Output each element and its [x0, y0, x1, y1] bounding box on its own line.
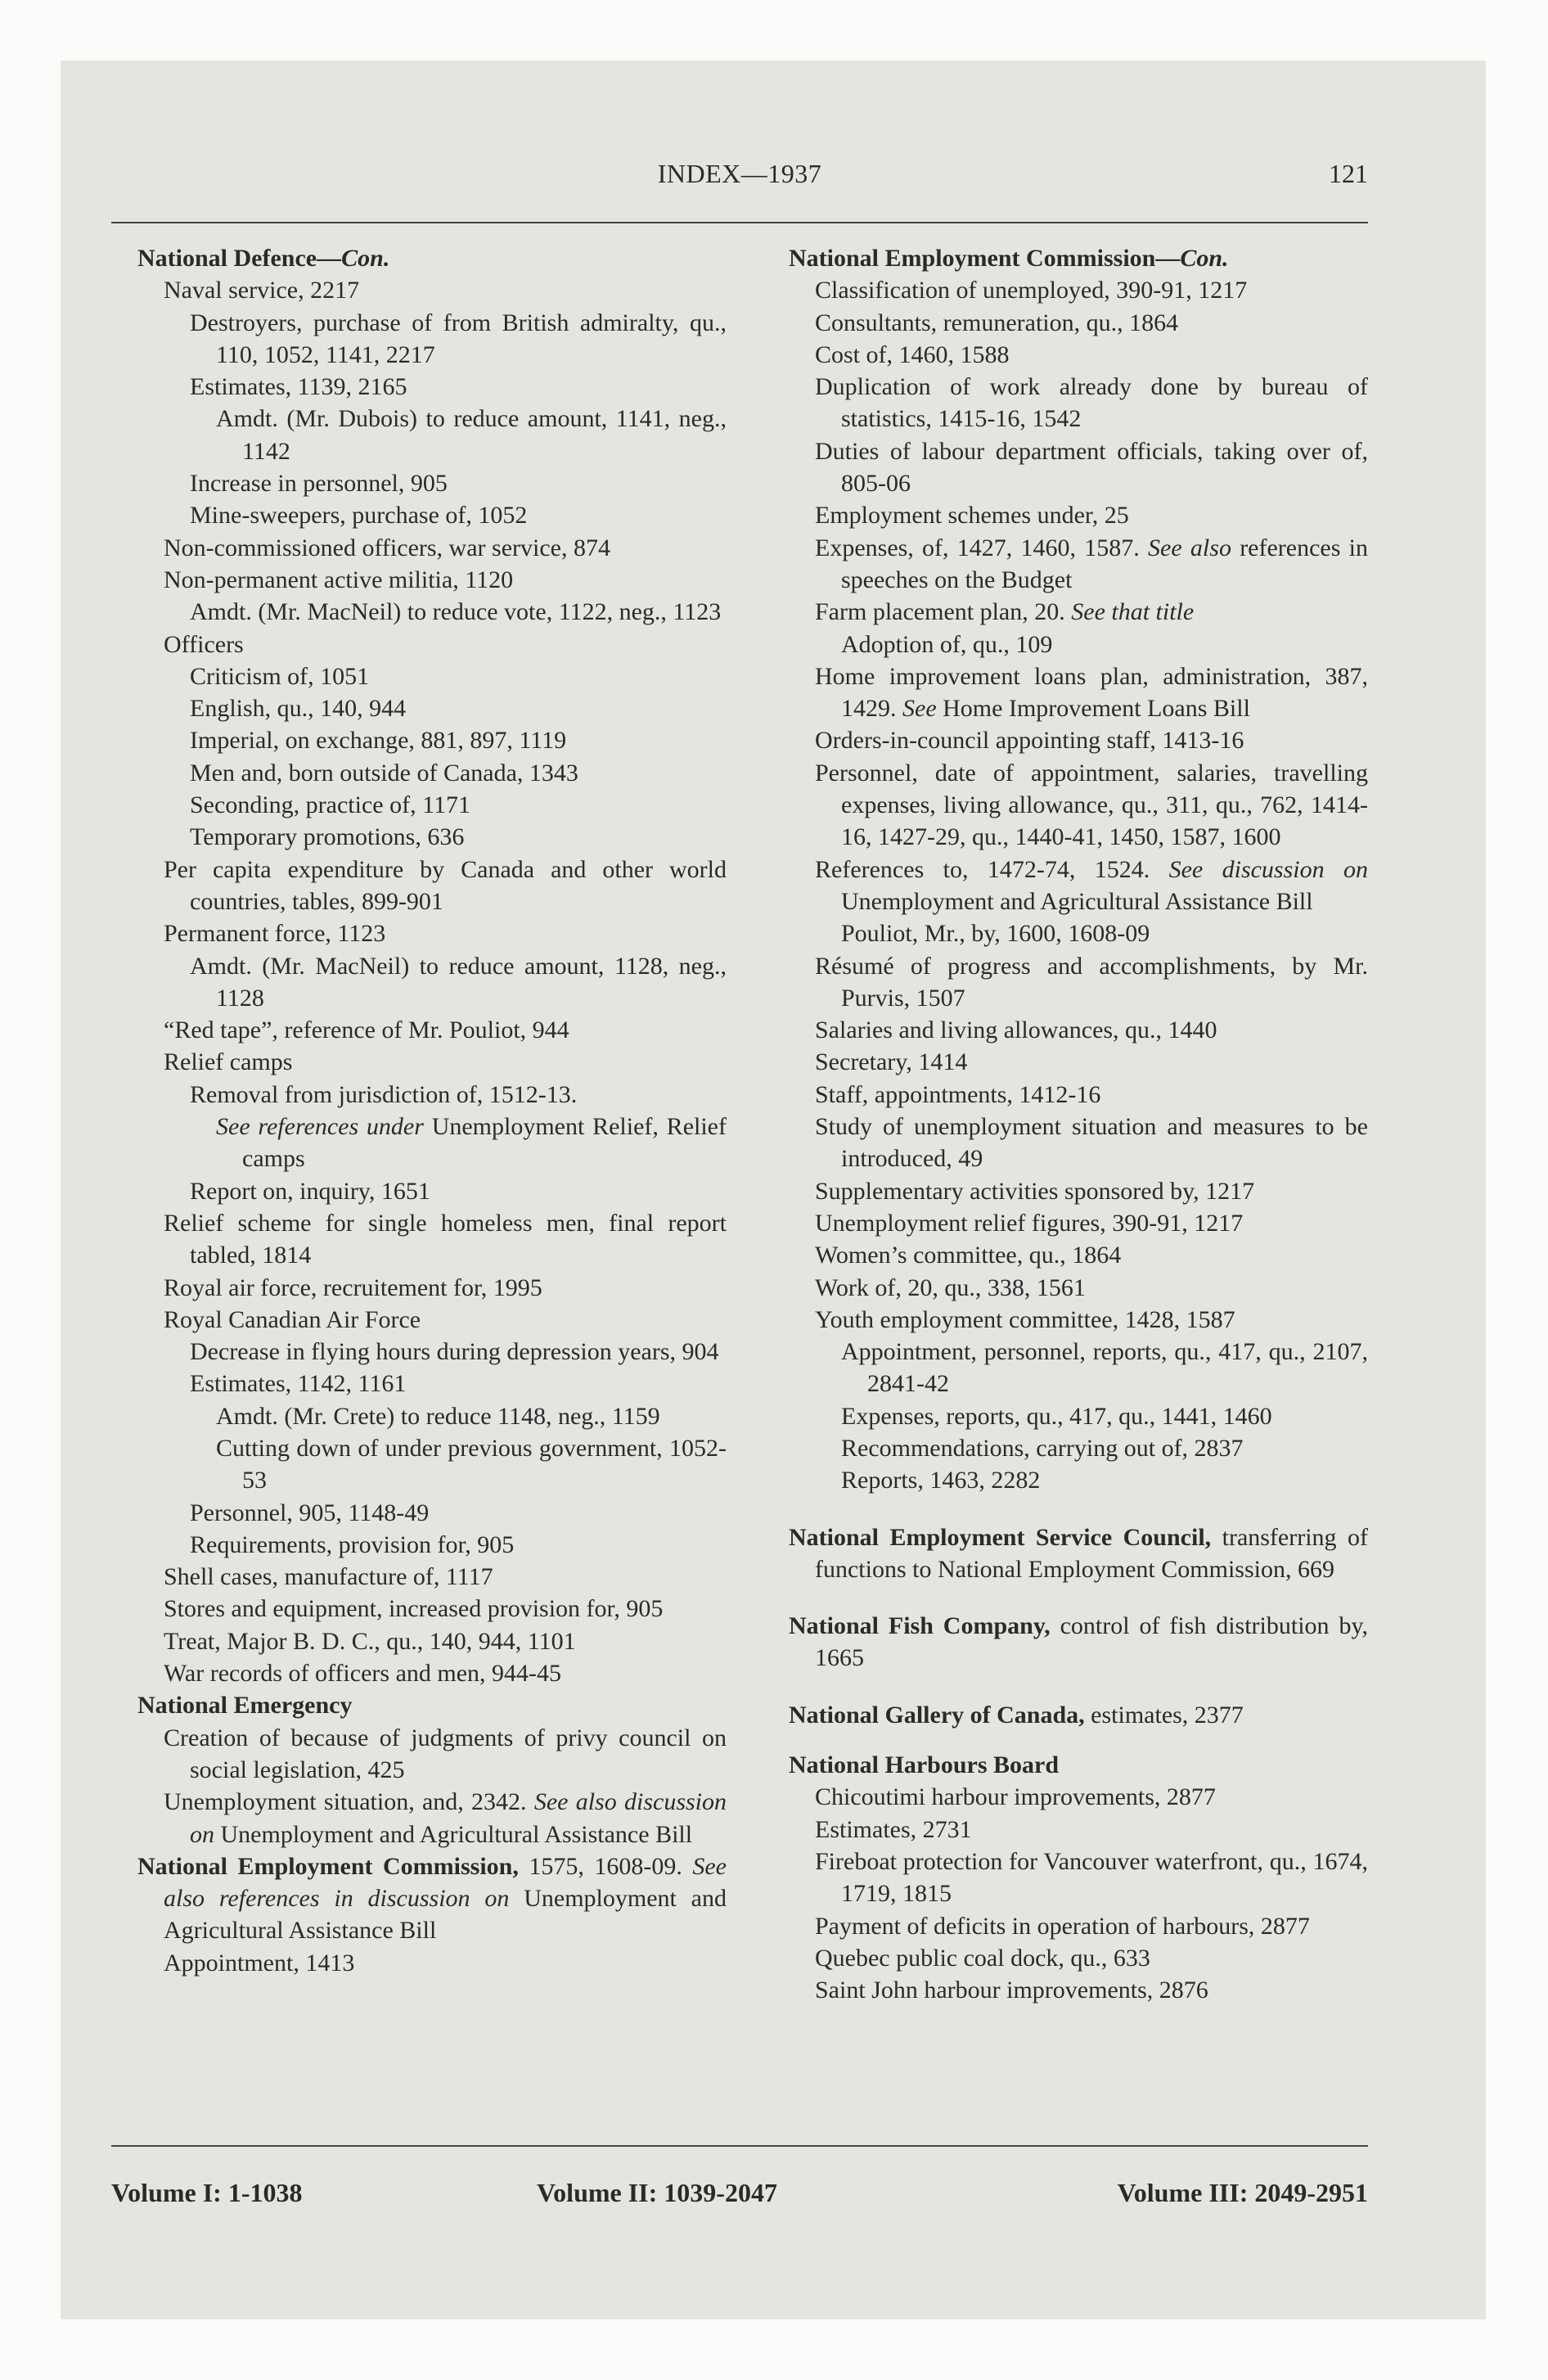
index-subentry [789, 339, 1368, 371]
index-subentry [137, 917, 727, 949]
entry-text: Recommendations, carrying out of, 2837 [841, 1434, 1244, 1462]
index-subentry [190, 403, 727, 467]
entry-spacer [763, 1585, 1368, 1610]
index-subentry [789, 854, 1368, 918]
index-subentry [789, 1079, 1368, 1111]
entry-text: Supplementary activities sponsored by, 1217 [815, 1177, 1255, 1205]
entry-text: Creation of because of judgments of privy council on social legislation, 425 [164, 1724, 727, 1783]
header-rule [111, 222, 1368, 223]
index-subentry [789, 1175, 1368, 1207]
cross-reference: See references under [216, 1113, 424, 1141]
cross-reference: See [902, 695, 937, 723]
entry-continued-marker: Con. [1180, 245, 1229, 272]
entry-text: Naval service, 2217 [164, 277, 360, 304]
index-subentry [815, 1464, 1368, 1496]
entry-heading: National Emergency [137, 1692, 353, 1720]
entry-text: Home improvement loans plan, administration, 387, 1429. [815, 662, 1368, 723]
entry-text: Adoption of, qu., 109 [841, 630, 1053, 658]
entry-text: transferring of functions to National Employment Commission, 669 [815, 1523, 1368, 1583]
index-subentry [789, 1814, 1368, 1846]
entry-text: Per capita expenditure by Canada and other world countries, tables, 899-901 [164, 855, 727, 915]
index-subentry [190, 1400, 727, 1432]
entry-text: Fireboat protection for Vancouver waterfront, qu., 1674, 1719, 1815 [815, 1847, 1368, 1908]
index-subentry [164, 950, 727, 1015]
index-subentry [164, 307, 727, 372]
index-subentry [190, 1111, 727, 1175]
entry-heading: National Employment Commission— [789, 245, 1181, 272]
index-subentry [789, 435, 1368, 500]
entry-heading: National Employment Commission, [137, 1852, 519, 1880]
index-subentry [190, 1432, 727, 1497]
entry-text: Unemployment situation, and, 2342. [164, 1788, 534, 1816]
header-title: INDEX—1937 [657, 159, 822, 188]
entry-text: Youth employment committee, 1428, 1587 [815, 1305, 1235, 1333]
entry-text: Quebec public coal dock, qu., 633 [815, 1944, 1150, 1972]
index-subentry [137, 1272, 727, 1304]
index-subentry [164, 467, 727, 499]
entry-text: references in speeches on the Budget [841, 534, 1368, 593]
index-heading-entry [111, 1850, 727, 1947]
index-subentry [137, 1207, 727, 1272]
entry-text: Expenses, reports, qu., 417, qu., 1441, 1460 [841, 1402, 1272, 1430]
index-subentry [789, 274, 1368, 306]
index-subentry [815, 629, 1368, 660]
index-subentry [789, 1207, 1368, 1239]
index-subentry [137, 1722, 727, 1787]
index-subentry [137, 1786, 727, 1850]
entry-text: Payment of deficits in operation of harbours, 2877 [815, 1912, 1310, 1940]
entry-spacer [763, 1497, 1368, 1521]
entry-text: Women’s committee, qu., 1864 [815, 1242, 1122, 1269]
index-subentry [164, 371, 727, 403]
index-subentry [137, 1304, 727, 1336]
running-header [111, 159, 1368, 200]
index-subentry [789, 307, 1368, 339]
entry-text: Unemployment and Agricultural Assistance Bill [214, 1820, 693, 1848]
entry-text: English, qu., 140, 944 [190, 695, 407, 723]
entry-text: Expenses, of, 1427, 1460, 1587. [815, 534, 1149, 561]
index-subentry [164, 1175, 727, 1207]
entry-text: Secretary, 1414 [815, 1048, 968, 1076]
entry-text: Mine-sweepers, purchase of, 1052 [190, 502, 528, 530]
index-subentry [164, 499, 727, 531]
index-subentry [164, 1529, 727, 1561]
entry-text: Pouliot, Mr., by, 1600, 1608-09 [841, 920, 1150, 948]
index-subentry [137, 564, 727, 596]
entry-text: Appointment, 1413 [164, 1949, 355, 1977]
entry-text: Relief scheme for single homeless men, final report tabled, 1814 [164, 1209, 727, 1269]
entry-text: Chicoutimi harbour improvements, 2877 [815, 1783, 1216, 1811]
entry-text: Decrease in flying hours during depression years, 904 [190, 1338, 719, 1366]
entry-text: Report on, inquiry, 1651 [190, 1177, 430, 1205]
entry-text: Orders-in-council appointing staff, 1413-16 [815, 727, 1244, 755]
index-heading-entry [763, 1749, 1368, 1781]
entry-text: Salaries and living allowances, qu., 1440 [815, 1016, 1217, 1044]
volume-2-range: Volume II: 1039-2047 [537, 2178, 777, 2207]
index-column-right [763, 242, 1368, 2006]
entry-text: Estimates, 1142, 1161 [190, 1370, 407, 1398]
entry-text: Relief camps [164, 1048, 293, 1076]
entry-continued-marker: Con. [341, 245, 390, 272]
index-heading-entry [763, 1521, 1368, 1586]
entry-text: estimates, 2377 [1084, 1701, 1244, 1729]
entry-text: Amdt. (Mr. Dubois) to reduce amount, 1141, neg., 1142 [216, 405, 727, 465]
entry-text: Cost of, 1460, 1588 [815, 340, 1010, 368]
index-subentry [164, 724, 727, 756]
entry-text: Amdt. (Mr. Crete) to reduce 1148, neg., 1159 [216, 1402, 660, 1430]
entry-text: “Red tape”, reference of Mr. Pouliot, 944 [164, 1016, 569, 1044]
index-subentry [164, 692, 727, 724]
entry-heading: National Harbours Board [789, 1751, 1060, 1779]
index-subentry [137, 1625, 727, 1657]
cross-reference: See also [1148, 534, 1231, 561]
entry-text: Officers [164, 630, 244, 658]
entry-text: Work of, 20, qu., 338, 1561 [815, 1273, 1086, 1301]
entry-heading: National Employment Service Council, [789, 1523, 1212, 1551]
entry-text: Appointment, personnel, reports, qu., 417, qu., 2107, 2841-42 [841, 1338, 1368, 1398]
entry-text: Duties of labour department officials, taking over of, 805-06 [815, 437, 1368, 498]
entry-text: Men and, born outside of Canada, 1343 [190, 759, 578, 787]
index-heading-entry [763, 1610, 1368, 1675]
index-heading-entry [763, 242, 1368, 274]
entry-text: Stores and equipment, increased provision for, 905 [164, 1595, 664, 1623]
entry-text: Royal Canadian Air Force [164, 1305, 421, 1333]
entry-text: Treat, Major B. D. C., qu., 140, 944, 1101 [164, 1627, 576, 1655]
entry-text: Personnel, 905, 1148-49 [190, 1499, 430, 1526]
entry-text: Farm placement plan, 20. [815, 598, 1072, 626]
index-subentry [137, 532, 727, 564]
entry-text: Seconding, practice of, 1171 [190, 791, 470, 819]
entry-text: Shell cases, manufacture of, 1117 [164, 1563, 493, 1591]
entry-text: Unemployment and Agricultural Assistance Bill [841, 887, 1313, 915]
index-subentry [164, 1497, 727, 1529]
entry-text: Requirements, provision for, 905 [190, 1530, 515, 1558]
entry-text: War records of officers and men, 944-45 [164, 1660, 562, 1688]
entry-text: Duplication of work already done by bureau of statistics, 1415-16, 1542 [815, 373, 1368, 433]
index-subentry [789, 1239, 1368, 1271]
index-heading-entry [763, 1699, 1368, 1731]
index-subentry [164, 660, 727, 692]
index-subentry [789, 499, 1368, 531]
cross-reference: See also references in discussion on [164, 1852, 727, 1913]
entry-text: Non-permanent active militia, 1120 [164, 566, 514, 593]
entry-text: Criticism of, 1051 [190, 662, 370, 690]
entry-spacer [763, 1731, 1368, 1749]
volume-footer [111, 2178, 1368, 2211]
index-subentry [789, 1846, 1368, 1910]
index-subentry [164, 789, 727, 821]
index-subentry [789, 950, 1368, 1015]
entry-text: Non-commissioned officers, war service, 874 [164, 534, 610, 561]
entry-text: control of fish distribution by, 1665 [815, 1612, 1368, 1672]
index-heading-entry [111, 242, 727, 274]
index-subentry [815, 917, 1368, 949]
entry-text: Imperial, on exchange, 881, 897, 1119 [190, 727, 567, 755]
index-subentry [137, 854, 727, 918]
index-subentry [137, 629, 727, 660]
entry-text: Unemployment relief figures, 390-91, 1217 [815, 1209, 1244, 1237]
index-subentry [137, 274, 727, 306]
index-subentry [137, 1593, 727, 1625]
footer-rule [111, 2145, 1368, 2147]
cross-reference: See also discussion on [190, 1788, 727, 1848]
cross-reference: See discussion on [1168, 855, 1368, 883]
index-subentry [137, 1657, 727, 1689]
entry-text: Résumé of progress and accomplishments, by Mr. Purvis, 1507 [815, 952, 1368, 1012]
index-subentry [815, 1432, 1368, 1464]
entry-heading: National Gallery of Canada, [789, 1701, 1085, 1729]
entry-text: Amdt. (Mr. MacNeil) to reduce vote, 1122, neg., 1123 [190, 598, 722, 626]
entry-text: Destroyers, purchase of from British admiralty, qu., 110, 1052, 1141, 2217 [190, 309, 727, 368]
entry-text: Home Improvement Loans Bill [936, 695, 1250, 723]
entry-text: Increase in personnel, 905 [190, 470, 448, 498]
entry-text: Study of unemployment situation and measures to be introduced, 49 [815, 1113, 1368, 1173]
index-subentry [789, 660, 1368, 725]
entry-heading: National Fish Company, [789, 1612, 1051, 1640]
index-subentry [789, 371, 1368, 435]
entry-spacer [763, 1675, 1368, 1699]
index-subentry [137, 1014, 727, 1046]
entry-text: Unemployment Relief, Relief camps [242, 1113, 727, 1173]
index-subentry [164, 821, 727, 853]
index-subentry [164, 1336, 727, 1368]
entry-text: Employment schemes under, 25 [815, 502, 1129, 530]
index-subentry [815, 1336, 1368, 1400]
entry-text: Reports, 1463, 2282 [841, 1467, 1041, 1494]
index-subentry [137, 1947, 727, 1979]
volume-3-range: Volume III: 2049-2951 [1117, 2178, 1368, 2207]
entry-text: References to, 1472-74, 1524. [815, 855, 1169, 883]
index-subentry [789, 1046, 1368, 1078]
index-subentry [789, 532, 1368, 597]
volume-1-range: Volume I: 1-1038 [111, 2178, 303, 2207]
index-column-left [111, 242, 727, 1979]
entry-text: Removal from jurisdiction of, 1512-13. [190, 1080, 578, 1108]
index-subentry [789, 757, 1368, 854]
index-subentry [137, 1561, 727, 1593]
entry-heading: National Defence— [137, 245, 342, 272]
entry-text: Classification of unemployed, 390-91, 1217 [815, 277, 1248, 304]
index-subentry [789, 1111, 1368, 1175]
index-subentry [164, 1079, 727, 1111]
index-subentry [789, 1304, 1368, 1336]
index-subentry [789, 1910, 1368, 1942]
index-subentry [815, 1400, 1368, 1432]
index-subentry [789, 1272, 1368, 1304]
entry-text: Estimates, 2731 [815, 1815, 972, 1843]
index-subentry [789, 1014, 1368, 1046]
index-subentry [164, 757, 727, 789]
entry-text: Personnel, date of appointment, salaries, travelling expenses, living allowance, qu., 311, qu., 762, 1414-16, 1427-29, qu., 1440-41, 1450, 1587, 1600 [815, 759, 1368, 851]
entry-text: Unemployment and Agricultural Assistance Bill [164, 1885, 727, 1945]
index-subentry [164, 1368, 727, 1400]
index-subentry [789, 724, 1368, 756]
entry-text: Cutting down of under previous government, 1052-53 [216, 1434, 727, 1494]
entry-text: Permanent force, 1123 [164, 920, 386, 948]
page-number: 121 [1329, 159, 1368, 188]
entry-text: Temporary promotions, 636 [190, 823, 465, 851]
index-subentry [789, 596, 1368, 628]
index-heading-entry [111, 1689, 727, 1721]
entry-text: Staff, appointments, 1412-16 [815, 1080, 1101, 1108]
entry-text: 1575, 1608-09. [518, 1852, 693, 1880]
entry-text: Amdt. (Mr. MacNeil) to reduce amount, 1128, neg., 1128 [190, 952, 727, 1012]
index-subentry [164, 596, 727, 628]
entry-text: Royal air force, recruitement for, 1995 [164, 1273, 542, 1301]
index-subentry [137, 1046, 727, 1078]
index-subentry [789, 1781, 1368, 1813]
entry-text: Consultants, remuneration, qu., 1864 [815, 309, 1179, 336]
entry-text: Estimates, 1139, 2165 [190, 373, 407, 401]
entry-text: Saint John harbour improvements, 2876 [815, 1977, 1208, 2004]
index-subentry [789, 1974, 1368, 2006]
cross-reference: See that title [1071, 598, 1195, 626]
index-subentry [789, 1942, 1368, 1974]
